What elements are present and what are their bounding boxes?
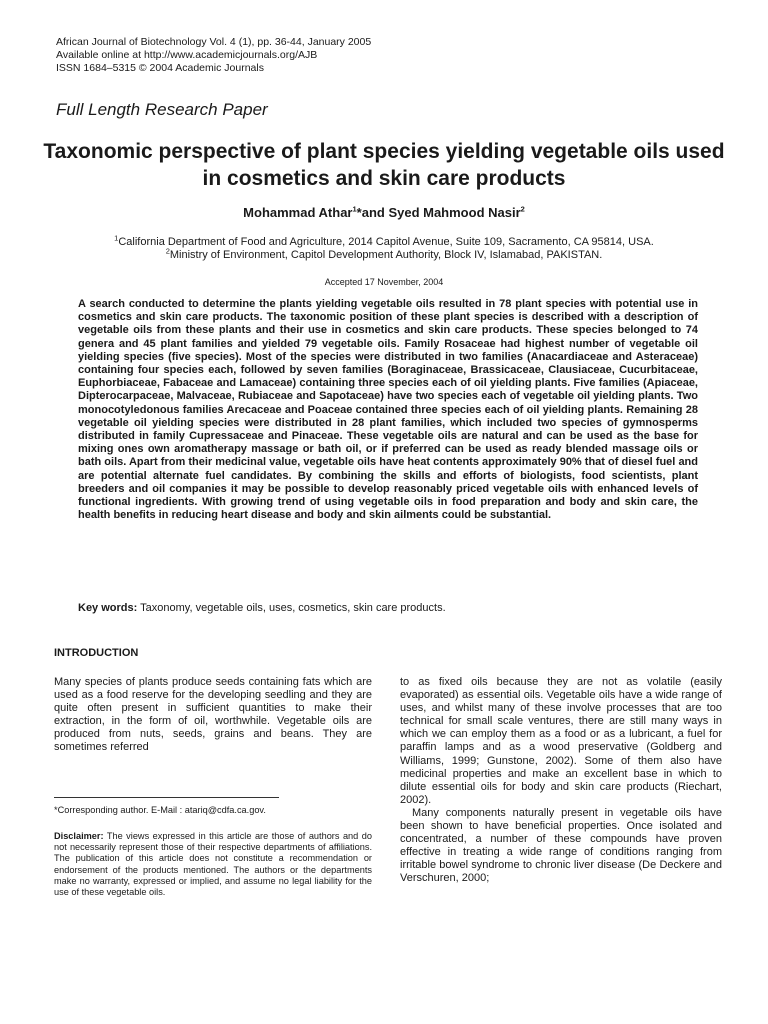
intro-right-paragraph-2: Many components naturally present in vegetable oils have been shown to have beneficial properties. Once isolated and concentrated, a number of these compounds have proven effective in treating a wide range of conditions ranging from irritable bowel syndrome to chronic liver disease (De Deckere and Verschuren, 2000;	[400, 806, 722, 885]
intro-right-paragraph-1: to as fixed oils because they are not as volatile (easily evaporated) as essential oils. Vegetable oils have a wide range of uses, and whilst many of these involve processes that are too technical for small scale ventures, there are still many ways in which we can employ them as a food or as a lubricant, a fuel for paraffin lamps and as a wood preservative (Goldberg and Williams, 1999; Gunstone, 2002). Some of them also have medicinal properties and make an excellent base in which to dilute essential oils for body and skin care products (Riechart, 2002).	[400, 676, 722, 806]
accepted-date: Accepted 17 November, 2004	[324, 277, 444, 287]
affiliation-2-mark: 2	[165, 246, 170, 256]
section-heading-introduction: INTRODUCTION	[54, 647, 139, 659]
affiliation-1-mark: 1	[114, 233, 119, 243]
affiliation-1-text: California Department of Food and Agriculture, 2014 Capitol Avenue, Suite 109, Sacramento, CA 95814, USA.	[118, 236, 654, 248]
footnote-divider	[54, 797, 279, 798]
paper-type: Full Length Research Paper	[56, 100, 268, 119]
affiliations	[40, 233, 728, 262]
keywords	[78, 602, 698, 614]
affiliation-2-text: Ministry of Environment, Capitol Development Authority, Block IV, Islamabad, PAKISTAN.	[169, 249, 603, 261]
author-1-affiliation-mark: 1	[352, 204, 357, 214]
journal-issn: ISSN 1684–5315 © 2004 Academic Journals	[56, 62, 264, 74]
keywords-text: Taxonomy, vegetable oils, uses, cosmetics, skin care products.	[137, 602, 446, 614]
affiliation-1	[40, 233, 728, 249]
author-list	[40, 205, 728, 220]
journal-citation: African Journal of Biotechnology Vol. 4 (1), pp. 36-44, January 2005	[56, 36, 372, 48]
abstract: A search conducted to determine the plants yielding vegetable oils resulted in 78 plant species with potential use in cosmetics and skin care products. The taxonomic position of these plant species is described with a description of vegetable oils from these plants and their use in cosmetics and skin care products. These species belonged to 74 genera and 45 plant families and yielded 79 vegetable oils. Family Rosaceae had highest number of vegetable oil yielding species (five species). Most of the species were distributed in two families (Anacardiaceae and Asteraceae) containing four species each, followed by seven families (Boraginaceae, Brassicaceae, Clausiaceae, Cucurbitaceae, Euphorbiaceae, Fabaceae and Lamaceae) containing three species each of oil yielding plants. Five families (Apiaceae, Dipterocarpaceae, Malvaceae, Rubiaceae and Sapotaceae) have two species each of vegetable oil yielding plants. Two monocotyledonous families Arecaceae and Poaceae contained three species each of oil yielding plants. Remaining 28 vegetable oil yielding species were distributed in 28 plant families, which included two species of gymnosperms distributed in family Cupressaceae and Pinaceae. These vegetable oils are natural and can be used as the base for mixing ones own aromatherapy massage or bath oil, or if preferred can be used as ready blended massage oils or bath oils. Apart from their medicinal value, vegetable oils have heat contents approximately 90% that of diesel fuel and are potential alternate fuel candidates. By combining the skills and efforts of biologists, food scientists, plant breeders and oil companies it may be possible to develop reasonably priced vegetable oils with enhanced levels of functional ingredients. With growing trend of using vegetable oils in food preparation and body and skin care, the health benefits in reducing heart disease and body and skin ailments could be substantial.	[78, 298, 698, 522]
keywords-label: Key words:	[78, 602, 138, 614]
disclaimer	[54, 831, 372, 898]
disclaimer-label: Disclaimer:	[54, 831, 104, 841]
corresponding-author-note: *Corresponding author. E-Mail : atariq@cdfa.ca.gov.	[54, 805, 266, 815]
intro-left-paragraph: Many species of plants produce seeds containing fats which are used as a food reserve for the developing seedling and they are quite often present in sufficient quantities to make their extraction, in the form of oil, worthwhile. Vegetable oils are produced from nuts, seeds, grains and beans. They are sometimes referred	[54, 676, 372, 754]
intro-right-column	[400, 676, 722, 886]
paper-title: Taxonomic perspective of plant species yielding vegetable oils used in cosmetics and skin care products	[43, 140, 725, 190]
author-2-name: *and Syed Mahmood Nasir	[356, 205, 521, 220]
author-1-name: Mohammad Athar	[243, 205, 353, 220]
journal-url: Available online at http://www.academicjournals.org/AJB	[56, 49, 318, 61]
journal-header	[56, 36, 371, 75]
disclaimer-text: The views expressed in this article are those of authors and do not necessarily represent those of their respective departments of affiliations. The publication of this article does not constitute a recommendation or endorsement of the products mentioned. The authors or the departments make no warranty, expressed or implied, and assume no legal liability for the use of these vegetable oils.	[54, 831, 372, 898]
author-2-affiliation-mark: 2	[520, 204, 525, 214]
affiliation-2	[40, 246, 728, 262]
